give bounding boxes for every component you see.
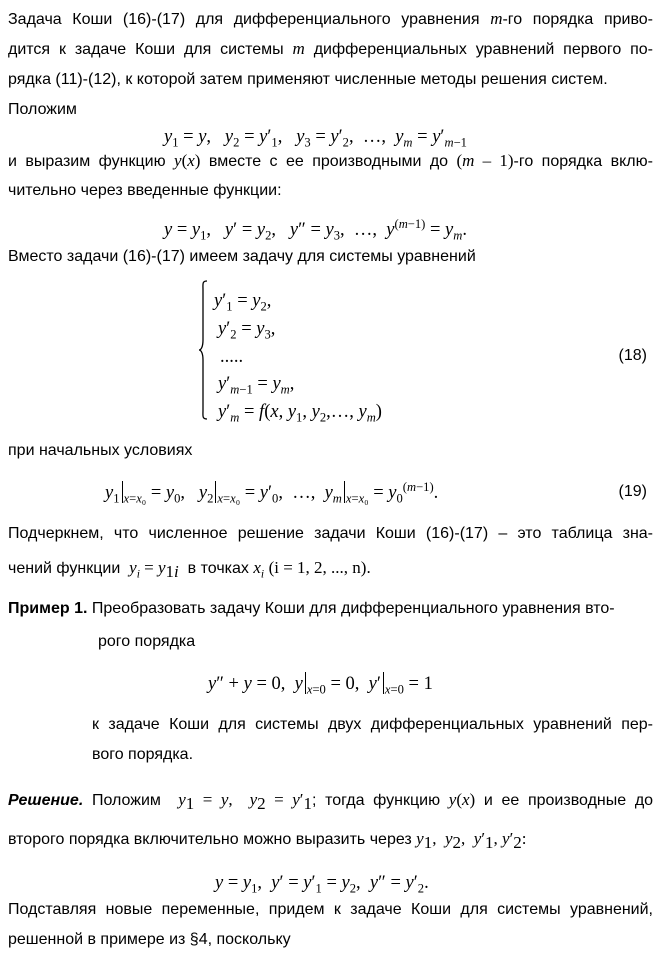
equation-example: y″ + y = 0, y $_{x=0}$ = 0, y′ $_{x=0}$ = 1 xyxy=(208,674,433,697)
paragraph-line: вого порядка. xyxy=(92,746,194,763)
system-eq-ellipsis: ..... xyxy=(220,347,244,367)
paragraph-line: рого порядка xyxy=(98,633,196,650)
equation-initial-conditions: $y_1$ $_{x=x_0} = y_0$, $y_2$ $_{x=x_0} = y'_0$, …, $y_m$ $_{x=x_0} = y_0^{(m-1)}$. xyxy=(105,479,439,506)
solution-line: Решение. Положим $y_1 = y$, $y_2 = y'_1$; тогда функцию y(x) и ее производные до xyxy=(8,790,654,814)
paragraph-line: Подчеркнем, что численное решение задачи Коши (16)-(17) – это таблица зна- xyxy=(8,525,653,542)
paragraph-line: дится к задаче Коши для системы m дифференциальных уравнений первого по- xyxy=(8,39,653,58)
paragraph-line: второго порядка включительно можно выразить через $y_1$, $y_2$, $y'_1$, $y'_2$: xyxy=(8,829,527,853)
paragraph-line: при начальных условиях xyxy=(8,442,193,459)
example-heading-line: Пример 1. Преобразовать задачу Коши для дифференциального уравнения вто- xyxy=(8,600,615,617)
example-label: Пример 1. xyxy=(8,600,88,617)
paragraph-line: рядка (11)-(12), к которой затем применяют численные методы решения систем. xyxy=(8,71,608,88)
paragraph-line: к задаче Коши для системы двух дифференциальных уравнений пер- xyxy=(92,716,653,733)
paragraph-line: и выразим функцию y(x) вместе с ее производными до (m – 1)-го порядка вклю- xyxy=(8,151,653,170)
equation-solution: $y = y_1$, $y' = y'_1 = y_2$, $y'' = y'_2$. xyxy=(215,873,429,896)
solution-label: Решение. xyxy=(8,792,84,809)
paragraph-line: чений функции $y_i = y_{1i}$ в точках $x_i$ (i = 1, 2, ..., n). xyxy=(8,558,371,582)
paragraph-line: Подставляя новые переменные, придем к задаче Коши для системы уравнений, xyxy=(8,901,653,918)
system-eq-m1: $y'_{m-1} = y_m$, xyxy=(218,374,295,397)
system-eq-2: $y'_2 = y_3$, xyxy=(218,319,276,342)
equation-number-18: (18) xyxy=(618,347,647,364)
equation-derivatives: $y = y_1$, $y' = y_2$, $y'' = y_3$, …, $y^{(m-1)} = y_m$. xyxy=(164,216,467,243)
system-eq-1: $y'_1 = y_2$, xyxy=(214,291,272,314)
paragraph-line: решенной в примере из §4, поскольку xyxy=(8,931,291,948)
left-brace-icon xyxy=(198,280,208,420)
paragraph-line: Вместо задачи (16)-(17) имеем задачу для системы уравнений xyxy=(8,248,476,265)
paragraph-line: Положим xyxy=(8,101,77,118)
equation-substitution: $y_1 = y$, $y_2 = y'_1$, $y_3 = y'_2$, …, $y_m = y'_{m-1}$ xyxy=(164,127,467,150)
paragraph-line: чительно через введенные функции: xyxy=(8,182,282,199)
system-eq-m: $y'_m = f(x$, $y_1$, $y_2,\dots$, $y_m$) xyxy=(218,402,382,425)
paragraph-line: Задача Коши (16)-(17) для дифференциального уравнения m-го порядка приво- xyxy=(8,9,653,28)
equation-number-19: (19) xyxy=(618,483,647,500)
